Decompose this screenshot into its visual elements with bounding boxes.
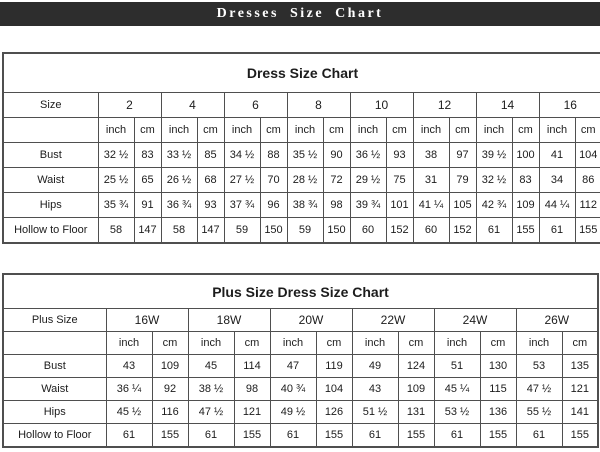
- unit-header: cm: [562, 332, 598, 355]
- unit-header: cm: [480, 332, 516, 355]
- unit-header: cm: [152, 332, 188, 355]
- measurement-cell: 85: [197, 143, 224, 168]
- size-header: 14: [476, 93, 539, 118]
- measurement-cell: 35 ¾: [98, 193, 134, 218]
- measurement-cell: 61: [270, 424, 316, 448]
- table-title: Dress Size Chart: [3, 53, 600, 93]
- measurement-cell: 136: [480, 401, 516, 424]
- measurement-cell: 116: [152, 401, 188, 424]
- measurement-cell: 83: [512, 168, 539, 193]
- measurement-cell: 33 ½: [161, 143, 197, 168]
- unit-header-row: [3, 332, 598, 355]
- measurement-cell: 93: [386, 143, 413, 168]
- measurement-cell: 34 ½: [224, 143, 260, 168]
- measurement-cell: 155: [234, 424, 270, 448]
- measurement-cell: 42 ¾: [476, 193, 512, 218]
- measurement-cell: 61: [434, 424, 480, 448]
- measurement-cell: 41: [539, 143, 575, 168]
- measurement-cell: 35 ½: [287, 143, 323, 168]
- unit-header: cm: [386, 118, 413, 143]
- measurement-cell: 70: [260, 168, 287, 193]
- unit-header: cm: [449, 118, 476, 143]
- measurement-cell: 26 ½: [161, 168, 197, 193]
- measurement-cell: 51: [434, 355, 480, 378]
- measurement-cell: 53: [516, 355, 562, 378]
- size-header-row: [3, 309, 598, 332]
- row-label-waist: Waist: [3, 168, 98, 193]
- size-header: 16: [539, 93, 600, 118]
- measurement-cell: 38: [413, 143, 449, 168]
- measurement-cell: 38 ¾: [287, 193, 323, 218]
- size-header: 4: [161, 93, 224, 118]
- measurement-row-hips: [3, 401, 598, 424]
- measurement-cell: 61: [516, 424, 562, 448]
- unit-header: cm: [260, 118, 287, 143]
- unit-header: inch: [188, 332, 234, 355]
- table-title-row: [3, 274, 598, 309]
- unit-header: inch: [161, 118, 197, 143]
- unit-header: cm: [197, 118, 224, 143]
- unit-header: inch: [350, 118, 386, 143]
- page-title-bar: [0, 2, 600, 26]
- measurement-cell: 34: [539, 168, 575, 193]
- measurement-cell: 47: [270, 355, 316, 378]
- measurement-cell: 126: [316, 401, 352, 424]
- row-label-waist: Waist: [3, 378, 106, 401]
- unit-header: inch: [98, 118, 134, 143]
- unit-row-spacer: [3, 118, 98, 143]
- measurement-cell: 131: [398, 401, 434, 424]
- size-header: 2: [98, 93, 161, 118]
- measurement-cell: 36 ¼: [106, 378, 152, 401]
- size-header: 24W: [434, 309, 516, 332]
- unit-header: inch: [476, 118, 512, 143]
- unit-header: cm: [134, 118, 161, 143]
- measurement-cell: 150: [260, 218, 287, 244]
- table-title: Plus Size Dress Size Chart: [3, 274, 598, 309]
- measurement-row-hollow-to-floor: [3, 218, 600, 244]
- measurement-cell: 61: [188, 424, 234, 448]
- measurement-cell: 68: [197, 168, 224, 193]
- table-title-row: [3, 53, 600, 93]
- measurement-cell: 43: [352, 378, 398, 401]
- measurement-cell: 60: [350, 218, 386, 244]
- measurement-row-waist: [3, 378, 598, 401]
- row-label-bust: Bust: [3, 355, 106, 378]
- measurement-cell: 155: [512, 218, 539, 244]
- page-title: Dresses Size Chart: [216, 6, 384, 21]
- row-label-hollow-to-floor: Hollow to Floor: [3, 218, 98, 244]
- measurement-cell: 45 ½: [106, 401, 152, 424]
- unit-header: inch: [516, 332, 562, 355]
- measurement-cell: 55 ½: [516, 401, 562, 424]
- measurement-cell: 93: [197, 193, 224, 218]
- unit-header: inch: [224, 118, 260, 143]
- measurement-cell: 49: [352, 355, 398, 378]
- measurement-cell: 155: [398, 424, 434, 448]
- measurement-cell: 25 ½: [98, 168, 134, 193]
- measurement-row-bust: [3, 143, 600, 168]
- measurement-cell: 98: [323, 193, 350, 218]
- measurement-cell: 130: [480, 355, 516, 378]
- measurement-cell: 49 ½: [270, 401, 316, 424]
- measurement-cell: 121: [562, 378, 598, 401]
- unit-header: cm: [398, 332, 434, 355]
- measurement-cell: 135: [562, 355, 598, 378]
- unit-header: cm: [512, 118, 539, 143]
- unit-header: cm: [575, 118, 600, 143]
- measurement-cell: 75: [386, 168, 413, 193]
- measurement-cell: 72: [323, 168, 350, 193]
- measurement-cell: 91: [134, 193, 161, 218]
- size-header: 16W: [106, 309, 188, 332]
- measurement-cell: 105: [449, 193, 476, 218]
- measurement-cell: 92: [152, 378, 188, 401]
- size-header: 10: [350, 93, 413, 118]
- measurement-cell: 27 ½: [224, 168, 260, 193]
- unit-header: inch: [287, 118, 323, 143]
- dress-size-chart-table: [2, 52, 600, 244]
- measurement-cell: 61: [476, 218, 512, 244]
- measurement-cell: 58: [98, 218, 134, 244]
- measurement-cell: 39 ¾: [350, 193, 386, 218]
- measurement-cell: 97: [449, 143, 476, 168]
- unit-header: cm: [323, 118, 350, 143]
- measurement-cell: 155: [480, 424, 516, 448]
- measurement-cell: 59: [287, 218, 323, 244]
- measurement-cell: 51 ½: [352, 401, 398, 424]
- measurement-row-hips: [3, 193, 600, 218]
- measurement-cell: 152: [449, 218, 476, 244]
- measurement-cell: 47 ½: [188, 401, 234, 424]
- measurement-row-hollow-to-floor: [3, 424, 598, 448]
- measurement-cell: 61: [352, 424, 398, 448]
- unit-header: cm: [234, 332, 270, 355]
- measurement-cell: 104: [316, 378, 352, 401]
- size-header: 26W: [516, 309, 598, 332]
- measurement-cell: 45: [188, 355, 234, 378]
- unit-header: inch: [413, 118, 449, 143]
- measurement-row-waist: [3, 168, 600, 193]
- size-header: 8: [287, 93, 350, 118]
- measurement-cell: 124: [398, 355, 434, 378]
- measurement-cell: 32 ½: [476, 168, 512, 193]
- measurement-cell: 155: [152, 424, 188, 448]
- measurement-cell: 155: [316, 424, 352, 448]
- measurement-cell: 61: [106, 424, 152, 448]
- measurement-cell: 119: [316, 355, 352, 378]
- measurement-cell: 150: [323, 218, 350, 244]
- measurement-cell: 47 ½: [516, 378, 562, 401]
- measurement-cell: 114: [234, 355, 270, 378]
- measurement-cell: 109: [398, 378, 434, 401]
- measurement-cell: 109: [152, 355, 188, 378]
- measurement-cell: 44 ¼: [539, 193, 575, 218]
- measurement-cell: 101: [386, 193, 413, 218]
- row-label-bust: Bust: [3, 143, 98, 168]
- unit-header: inch: [106, 332, 152, 355]
- measurement-cell: 115: [480, 378, 516, 401]
- size-header: 22W: [352, 309, 434, 332]
- measurement-cell: 147: [134, 218, 161, 244]
- unit-header: inch: [539, 118, 575, 143]
- measurement-cell: 83: [134, 143, 161, 168]
- size-header: 12: [413, 93, 476, 118]
- measurement-cell: 141: [562, 401, 598, 424]
- measurement-cell: 59: [224, 218, 260, 244]
- row-label-hollow-to-floor: Hollow to Floor: [3, 424, 106, 448]
- measurement-cell: 38 ½: [188, 378, 234, 401]
- measurement-cell: 79: [449, 168, 476, 193]
- measurement-cell: 65: [134, 168, 161, 193]
- measurement-cell: 100: [512, 143, 539, 168]
- measurement-cell: 152: [386, 218, 413, 244]
- unit-header: inch: [434, 332, 480, 355]
- size-header-row: [3, 93, 600, 118]
- plus-size-row-label: Plus Size: [3, 309, 106, 332]
- measurement-cell: 155: [575, 218, 600, 244]
- measurement-cell: 58: [161, 218, 197, 244]
- measurement-cell: 88: [260, 143, 287, 168]
- measurement-cell: 96: [260, 193, 287, 218]
- measurement-cell: 112: [575, 193, 600, 218]
- unit-header: cm: [316, 332, 352, 355]
- measurement-cell: 41 ¼: [413, 193, 449, 218]
- measurement-cell: 29 ½: [350, 168, 386, 193]
- measurement-cell: 86: [575, 168, 600, 193]
- measurement-cell: 109: [512, 193, 539, 218]
- measurement-cell: 60: [413, 218, 449, 244]
- measurement-cell: 37 ¾: [224, 193, 260, 218]
- measurement-cell: 61: [539, 218, 575, 244]
- measurement-cell: 90: [323, 143, 350, 168]
- measurement-cell: 32 ½: [98, 143, 134, 168]
- measurement-cell: 147: [197, 218, 224, 244]
- measurement-cell: 36 ¾: [161, 193, 197, 218]
- measurement-row-bust: [3, 355, 598, 378]
- unit-header-row: [3, 118, 600, 143]
- size-header: 18W: [188, 309, 270, 332]
- plus-size-dress-size-chart-table: [2, 273, 599, 448]
- unit-row-spacer: [3, 332, 106, 355]
- measurement-cell: 121: [234, 401, 270, 424]
- unit-header: inch: [270, 332, 316, 355]
- measurement-cell: 43: [106, 355, 152, 378]
- row-label-hips: Hips: [3, 401, 106, 424]
- measurement-cell: 98: [234, 378, 270, 401]
- measurement-cell: 31: [413, 168, 449, 193]
- measurement-cell: 40 ¾: [270, 378, 316, 401]
- size-header: 6: [224, 93, 287, 118]
- measurement-cell: 53 ½: [434, 401, 480, 424]
- row-label-hips: Hips: [3, 193, 98, 218]
- measurement-cell: 45 ¼: [434, 378, 480, 401]
- measurement-cell: 104: [575, 143, 600, 168]
- unit-header: inch: [352, 332, 398, 355]
- size-header: 20W: [270, 309, 352, 332]
- size-row-label: Size: [3, 93, 98, 118]
- measurement-cell: 28 ½: [287, 168, 323, 193]
- measurement-cell: 39 ½: [476, 143, 512, 168]
- measurement-cell: 36 ½: [350, 143, 386, 168]
- measurement-cell: 155: [562, 424, 598, 448]
